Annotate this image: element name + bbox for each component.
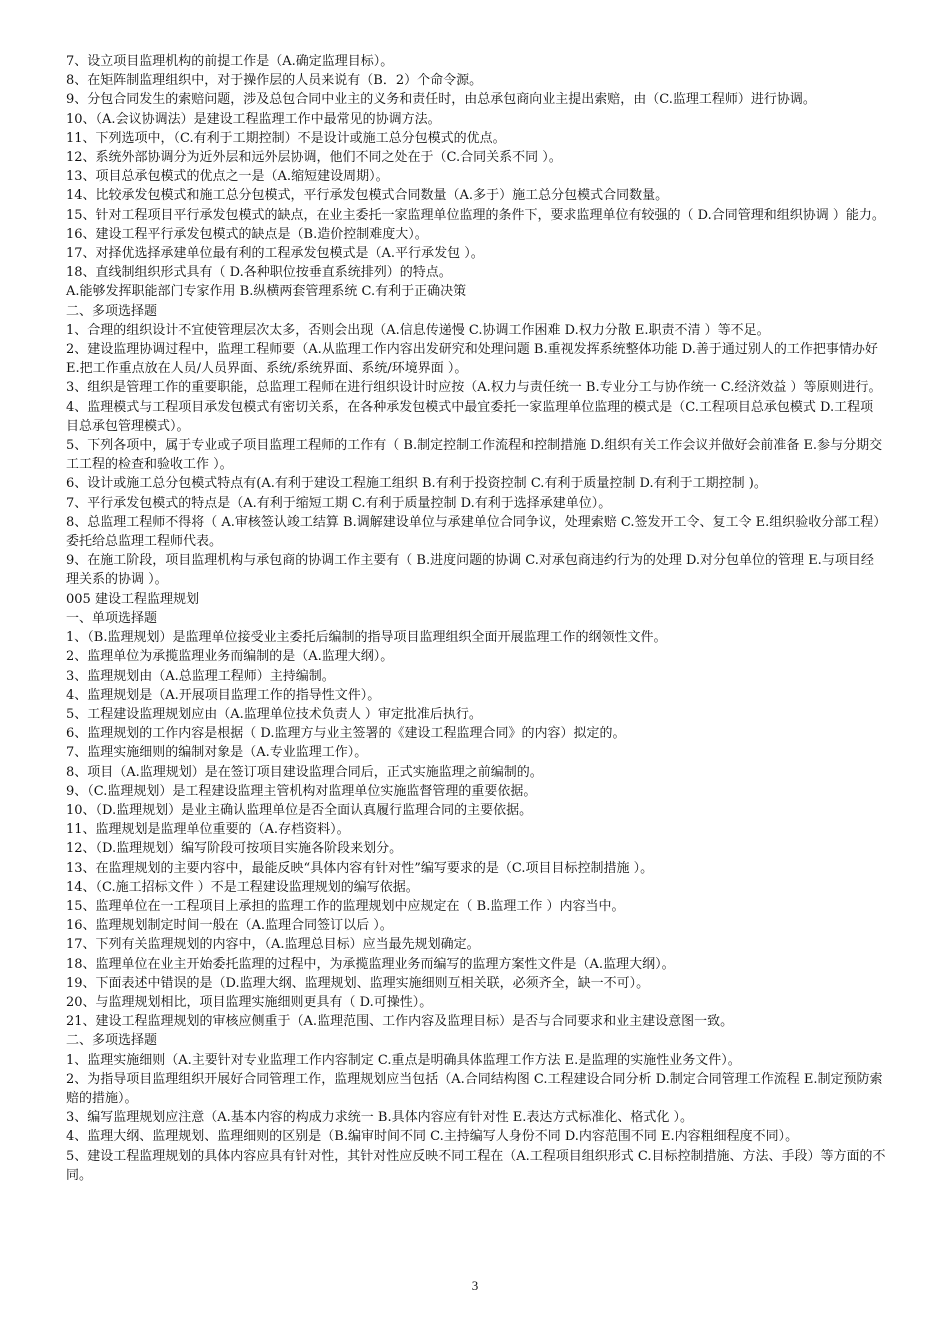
- text-line: 17、下列有关监理规划的内容中，（A.监理总目标）应当最先规划确定。: [66, 937, 480, 953]
- text-line: 4、监理模式与工程项目承发包模式有密切关系，在各种承发包模式中最宜委托一家监理单位监理的模式是（C.工程项目总承包模式 D.工程项目总承包管理模式）。: [66, 399, 874, 434]
- text-line: 2、为指导项目监理组织开展好合同管理工作，监理规划应当包括（A.合同结构图 C.工程建设合同分析 D.制定合同管理工作流程 E.制定预防索赔的措施）。: [66, 1071, 883, 1106]
- text-line: 4、监理规划是（A.开展项目监理工作的指导性文件）。: [66, 687, 381, 703]
- text-line: 二、多项选择题: [66, 303, 158, 319]
- text-line: 15、监理单位在一工程项目上承担的监理工作的监理规划中应规定在（ B.监理工作 ）内容当中。: [66, 898, 625, 914]
- text-line: 19、下面表述中错误的是（D.监理大纲、监理规划、监理实施细则互相关联，必须齐全，缺一不可）。: [66, 975, 650, 991]
- text-line: 11、监理规划是监理单位重要的（A.存档资料）。: [66, 822, 350, 838]
- text-line: A.能够发挥职能部门专家作用 B.纵横两套管理系统 C.有利于正确决策: [66, 284, 467, 300]
- text-line: 9、分包合同发生的索赔问题，涉及总包合同中业主的义务和责任时，由总承包商向业主提出索赔，由（C.监理工程师）进行协调。: [66, 92, 816, 108]
- text-line: 14、比较承发包模式和施工总分包模式，平行承发包模式合同数量（A.多于）施工总分包模式合同数量。: [66, 188, 669, 204]
- text-line: 一、单项选择题: [66, 610, 158, 626]
- text-line: 9、在施工阶段，项目监理机构与承包商的协调工作主要有（ B.进度问题的协调 C.对承包商违约行为的处理 D.对分包单位的管理 E.与项目经理关系的协调 ）。: [66, 553, 874, 588]
- text-line: 3、监理规划由（A.总监理工程师）主持编制。: [66, 668, 335, 684]
- text-line: 8、在矩阵制监理组织中，对于操作层的人员来说有（B．2）个命令源。: [66, 73, 483, 89]
- text-line: 5、建设工程监理规划的具体内容应具有针对性，其针对性应反映不同工程在（A.工程项目组织形式 C.目标控制措施、方法、手段）等方面的不同。: [66, 1148, 886, 1183]
- text-line: 13、在监理规划的主要内容中，最能反映“具体内容有针对性”编写要求的是（C.项目目标控制措施 ）。: [66, 860, 654, 876]
- text-line: 11、下列选项中，（C.有利于工期控制）不是设计或施工总分包模式的优点。: [66, 130, 506, 146]
- text-line: 18、监理单位在业主开始委托监理的过程中，为承揽监理业务而编写的监理方案性文件是（A.监理大纲）。: [66, 956, 675, 972]
- text-line: 8、总监理工程师不得将（ A.审核签认竣工结算 B.调解建设单位与承建单位合同争议，处理索赔 C.签发开工令、复工令 E.组织验收分部工程）委托给总监理工程师代表。: [66, 514, 880, 550]
- text-line: 17、对择优选择承建单位最有利的工程承发包模式是（A.平行承发包 ）。: [66, 246, 484, 262]
- text-line: 4、监理大纲、监理规划、监理细则的区别是（B.编审时间不同 C.主持编写人身份不同 D.内容范围不同 E.内容粗细程度不同）。: [66, 1129, 799, 1145]
- text-line: 21、建设工程监理规划的审核应侧重于（A.监理范围、工作内容及监理目标）是否与合同要求和业主建设意图一致。: [66, 1014, 734, 1030]
- text-line: 1、（B.监理规划）是监理单位接受业主委托后编制的指导项目监理组织全面开展监理工作的纲领性文件。: [66, 630, 667, 646]
- text-line: 3、编写监理规划应注意（A.基本内容的构成力求统一 B.具体内容应有针对性 E.表达方式标准化、格式化 ）。: [66, 1110, 693, 1126]
- text-line: 16、监理规划制定时间一般在（A.监理合同签订以后 ）。: [66, 918, 393, 934]
- text-line: 10、（D.监理规划）是业主确认监理单位是否全面认真履行监理合同的主要依据。: [66, 802, 533, 818]
- text-line: 2、建设监理协调过程中，监理工程师要（A.从监理工作内容出发研究和处理问题 B.重视发挥系统整体功能 D.善于通过别人的工作把事情办好 E.把工作重点放在人员/人员界面、系统/系统界面、系统/环境界面 ）。: [66, 342, 878, 377]
- text-line: 7、设立项目监理机构的前提工作是（A.确定监理目标）。: [66, 54, 394, 69]
- text-line: 5、下列各项中，属于专业或子项目监理工程师的工作有（ B.制定控制工作流程和控制措施 D.组织有关工作会议并做好会前准备 E.参与分期交工工程的检查和验收工作 ）。: [66, 438, 883, 473]
- text-line: 二、多项选择题: [66, 1033, 158, 1049]
- text-line: 1、监理实施细则（A.主要针对专业监理工作内容制定 C.重点是明确具体监理工作方法 E.是监理的实施性业务文件）。: [66, 1052, 741, 1068]
- text-line: 8、项目（A.监理规划）是在签订项目建设监理合同后，正式实施监理之前编制的。: [66, 764, 543, 780]
- text-line: 5、工程建设监理规划应由（A.监理单位技术负责人 ）审定批准后执行。: [66, 706, 482, 722]
- text-line: 9、（C.监理规划）是工程建设监理主管机构对监理单位实施监督管理的重要依据。: [66, 783, 537, 799]
- text-line: 2、监理单位为承揽监理业务而编制的是（A.监理大纲）。: [66, 649, 394, 665]
- text-line: 6、设计或施工总分包模式特点有(A.有利于建设工程施工组织 B.有利于投资控制 C.有利于质量控制 D.有利于工期控制 )。: [66, 476, 767, 492]
- text-line: 14、（C.施工招标文件 ）不是工程建设监理规划的编写依据。: [66, 879, 419, 895]
- text-line: 10、（A.会议协调法）是建设工程监理工作中最常见的协调方法。: [66, 111, 441, 127]
- text-line: 1、合理的组织设计不宜使管理层次太多，否则会出现（A.信息传递慢 C.协调工作困难 D.权力分散 E.职责不清 ）等不足。: [66, 322, 770, 338]
- page-number: 3: [471, 1278, 479, 1293]
- text-line: 3、组织是管理工作的重要职能，总监理工程师在进行组织设计时应按（A.权力与责任统一 B.专业分工与协作统一 C.经济效益 ）等原则进行。: [66, 380, 882, 396]
- text-line: 12、（D.监理规划）编写阶段可按项目实施各阶段来划分。: [66, 841, 403, 857]
- text-line: 13、项目总承包模式的优点之一是（A.缩短建设周期）。: [66, 169, 389, 185]
- text-line: 15、针对工程项目平行承发包模式的缺点，在业主委托一家监理单位监理的条件下，要求监理单位有较强的（ D.合同管理和组织协调 ）能力。: [66, 207, 885, 223]
- text-line: 20、与监理规划相比，项目监理实施细则更具有（ D.可操性）。: [66, 994, 433, 1010]
- text-line: 6、监理规划的工作内容是根据（ D.监理方与业主签署的《建设工程监理合同》的内容）拟定的。: [66, 726, 626, 742]
- text-line: 7、平行承发包模式的特点是（A.有利于缩短工期 C.有利于质量控制 D.有利于选择承建单位）。: [66, 495, 612, 511]
- text-line: 005 建设工程监理规划: [66, 591, 199, 607]
- document-body: [66, 52, 886, 1185]
- text-line: 18、直线制组织形式具有（ D.各种职位按垂直系统排列）的特点。: [66, 265, 452, 281]
- text-line: 12、系统外部协调分为近外层和远外层协调，他们不同之处在于（C.合同关系不同 ）。: [66, 150, 562, 166]
- text-line: 7、监理实施细则的编制对象是（A.专业监理工作）。: [66, 745, 368, 761]
- text-line: 16、建设工程平行承发包模式的缺点是（B.造价控制难度大）。: [66, 226, 428, 242]
